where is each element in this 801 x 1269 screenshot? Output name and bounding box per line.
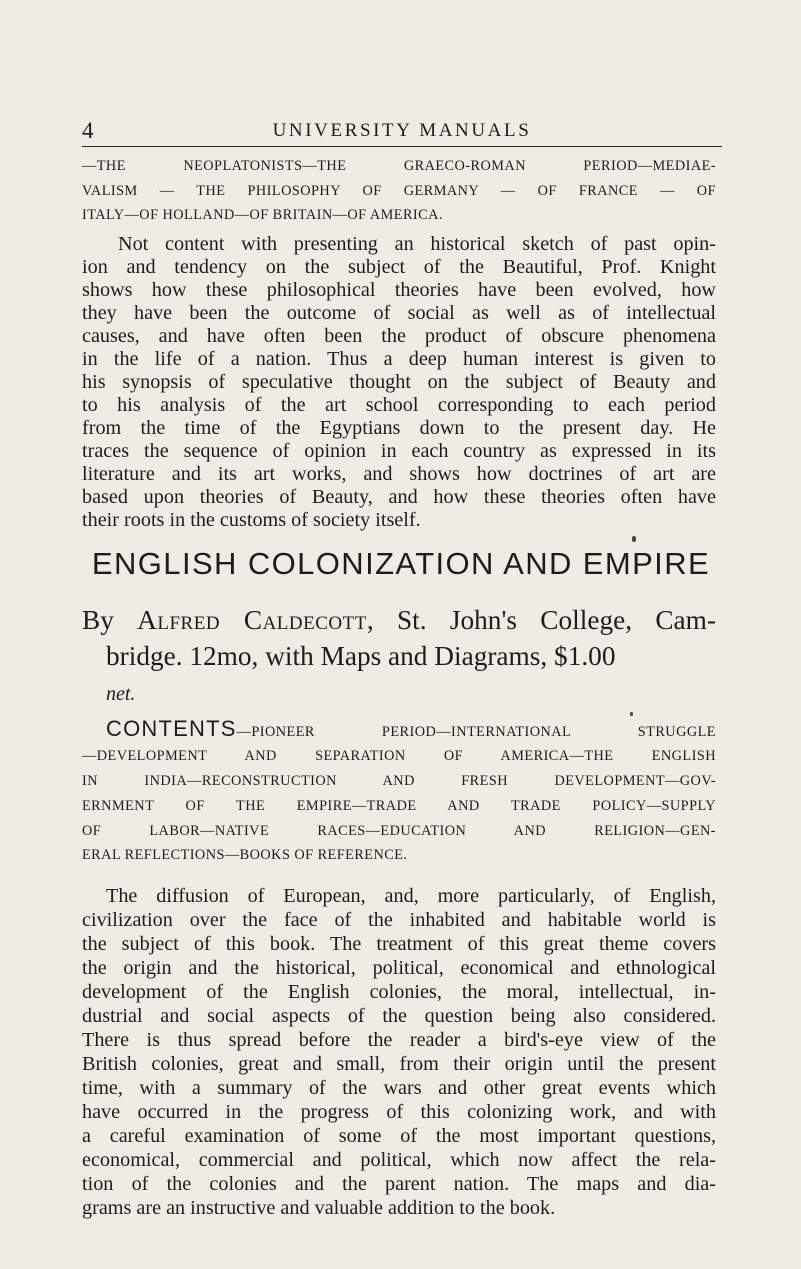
contents-line: OF LABOR—NATIVE RACES—EDUCATION AND RELIGION—GEN- (82, 823, 716, 839)
contents-line: ERAL REFLECTIONS—BOOKS OF REFERENCE. (82, 847, 408, 863)
contents-text: —PIONEER PERIOD—INTERNATIONAL STRUGGLE (236, 724, 716, 740)
paragraph-line: Not content with presenting an historical sketch of past opin- (118, 233, 716, 255)
running-header (82, 118, 722, 147)
paragraph-line: British colonies, great and small, from their origin until the present (82, 1053, 716, 1075)
paragraph-line: they have been the outcome of social as well as of intellectual (82, 302, 716, 324)
paragraph-line: their roots in the customs of society itself. (82, 509, 421, 531)
contents-line: IN INDIA—RECONSTRUCTION AND FRESH DEVELOPMENT—GOV- (82, 773, 716, 789)
paragraph-line: development of the English colonies, the moral, intellectual, in- (82, 981, 716, 1003)
print-speck (630, 712, 633, 716)
contents-top-line: VALISM — THE PHILOSOPHY OF GERMANY — OF FRANCE — OF (82, 183, 716, 199)
running-title: UNIVERSITY MANUALS (272, 120, 532, 141)
paragraph-line: the origin and the historical, political, economical and ethnological (82, 957, 716, 979)
contents-line: —DEVELOPMENT AND SEPARATION OF AMERICA—THE ENGLISH (82, 748, 716, 764)
contents-label: CONTENTS (106, 716, 237, 741)
paragraph-line: traces the sequence of opinion in each country as expressed in its (82, 440, 716, 462)
author-name: Alfred Caldecott (137, 605, 367, 635)
paragraph-line: the subject of this book. The treatment of this great theme covers (82, 933, 716, 955)
byline-line: bridge. 12mo, with Maps and Diagrams, $1.00 (106, 641, 616, 671)
page-number: 4 (82, 118, 94, 143)
paragraph-line: a careful examination of some of the most important questions, (82, 1125, 716, 1147)
paragraph-line: have occurred in the progress of this colonizing work, and with (82, 1101, 716, 1123)
paragraph-line: based upon theories of Beauty, and how these theories often have (82, 486, 716, 508)
book-title: ENGLISH COLONIZATION AND EMPIRE (91, 546, 711, 581)
paragraph-line: shows how these philosophical theories have been evolved, how (82, 279, 716, 301)
paragraph-line: civilization over the face of the inhabited and habitable world is (82, 909, 716, 931)
paragraph-line: ion and tendency on the subject of the Beautiful, Prof. Knight (82, 256, 716, 278)
paragraph-line: tion of the colonies and the parent nation. The maps and dia- (82, 1173, 716, 1195)
byline-by: By (82, 605, 114, 635)
paragraph-line: grams are an instructive and valuable addition to the book. (82, 1197, 556, 1219)
paragraph-line: dustrial and social aspects of the question being also considered. (82, 1005, 716, 1027)
contents-line: ERNMENT OF THE EMPIRE—TRADE AND TRADE POLICY—SUPPLY (82, 798, 716, 814)
paragraph-line: literature and its art works, and shows how doctrines of art are (82, 463, 716, 485)
print-speck (632, 536, 636, 542)
paragraph-line: to his analysis of the art school corresponding to each period (82, 394, 716, 416)
contents-top-line: ITALY—OF HOLLAND—OF BRITAIN—OF AMERICA. (82, 207, 443, 223)
paragraph-line: causes, and have often been the product of obscure phenomena (82, 325, 716, 347)
price-note: net. (106, 683, 136, 705)
paragraph-line: The diffusion of European, and, more particularly, of English, (106, 885, 716, 907)
paragraph-line: in the life of a nation. Thus a deep human interest is given to (82, 348, 716, 370)
byline-affiliation: , St. John's College, Cam- (366, 605, 716, 635)
paragraph-line: from the time of the Egyptians down to the present day. He (82, 417, 716, 439)
paragraph-line: economical, commercial and political, which now affect the rela- (82, 1149, 716, 1171)
paragraph-line: time, with a summary of the wars and other great events which (82, 1077, 716, 1099)
paragraph-line: There is thus spread before the reader a bird's-eye view of the (82, 1029, 716, 1051)
paragraph-line: his synopsis of speculative thought on the subject of Beauty and (82, 371, 716, 393)
contents-top-line: —THE NEOPLATONISTS—THE GRAECO-ROMAN PERIOD—MEDIAE- (82, 158, 716, 174)
contents-line (106, 716, 716, 741)
byline-line (82, 605, 716, 636)
